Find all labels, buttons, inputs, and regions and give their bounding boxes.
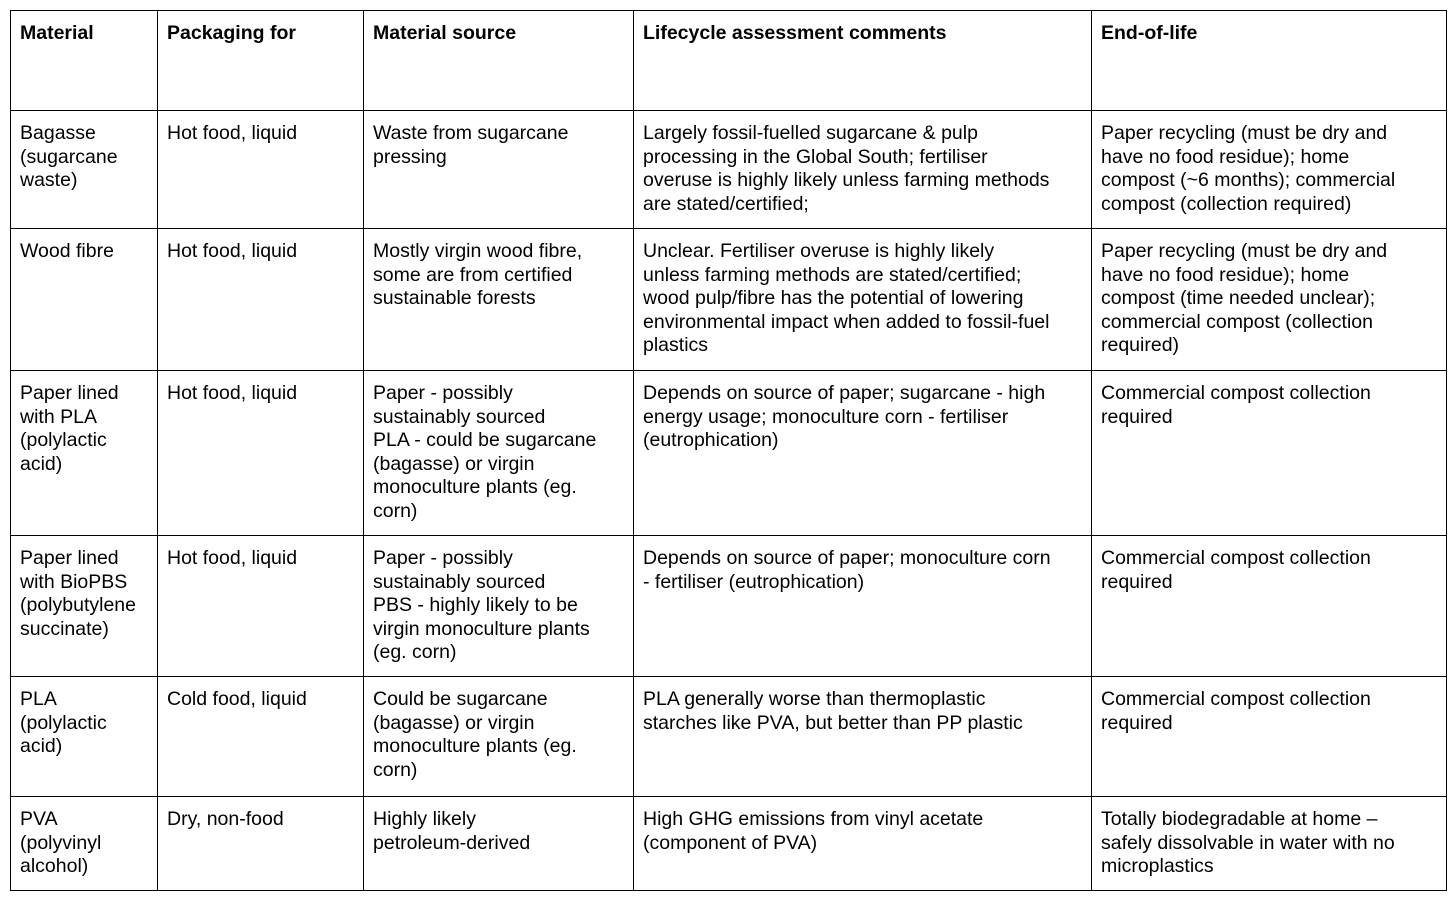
cell-material-source: Paper - possibly sustainably sourced PBS - highly likely to be virgin monoculture plants (eg. corn) [364,536,634,677]
cell-packaging-for: Cold food, liquid [158,677,364,797]
cell-end-of-life: Totally biodegradable at home – safely dissolvable in water with no microplastics [1092,797,1447,891]
cell-end-of-life: Commercial compost collection required [1092,677,1447,797]
header-material: Material [11,11,158,111]
cell-material: Bagasse (sugarcane waste) [11,111,158,229]
header-lifecycle-comments: Lifecycle assessment comments [634,11,1092,111]
header-material-source: Material source [364,11,634,111]
cell-end-of-life: Commercial compost collection required [1092,536,1447,677]
cell-material-source: Could be sugarcane (bagasse) or virgin monoculture plants (eg. corn) [364,677,634,797]
cell-lifecycle-comments: Unclear. Fertiliser overuse is highly likely unless farming methods are stated/certified; wood pulp/fibre has the potential of lowering environmental impact when added to fossil-fuel plastics [634,229,1092,371]
cell-lifecycle-comments: High GHG emissions from vinyl acetate (component of PVA) [634,797,1092,891]
materials-table [10,10,1447,891]
cell-lifecycle-comments: Depends on source of paper; sugarcane - high energy usage; monoculture corn - fertiliser (eutrophication) [634,371,1092,536]
cell-end-of-life: Paper recycling (must be dry and have no food residue); home compost (~6 months); commercial compost (collection required) [1092,111,1447,229]
cell-packaging-for: Dry, non-food [158,797,364,891]
cell-material: Wood fibre [11,229,158,371]
cell-packaging-for: Hot food, liquid [158,371,364,536]
cell-material: PVA (polyvinyl alcohol) [11,797,158,891]
table-row [11,536,1447,677]
cell-lifecycle-comments: PLA generally worse than thermoplastic starches like PVA, but better than PP plastic [634,677,1092,797]
cell-lifecycle-comments: Depends on source of paper; monoculture corn - fertiliser (eutrophication) [634,536,1092,677]
cell-packaging-for: Hot food, liquid [158,229,364,371]
table-row [11,797,1447,891]
table-row [11,371,1447,536]
table-row [11,229,1447,371]
cell-material-source: Highly likely petroleum-derived [364,797,634,891]
cell-lifecycle-comments: Largely fossil-fuelled sugarcane & pulp processing in the Global South; fertiliser overuse is highly likely unless farming methods are stated/certified; [634,111,1092,229]
cell-material-source: Paper - possibly sustainably sourced PLA - could be sugarcane (bagasse) or virgin monoculture plants (eg. corn) [364,371,634,536]
cell-packaging-for: Hot food, liquid [158,111,364,229]
table-row [11,111,1447,229]
cell-material: Paper lined with BioPBS (polybutylene succinate) [11,536,158,677]
cell-material-source: Mostly virgin wood fibre, some are from certified sustainable forests [364,229,634,371]
cell-material-source: Waste from sugarcane pressing [364,111,634,229]
cell-packaging-for: Hot food, liquid [158,536,364,677]
cell-end-of-life: Commercial compost collection required [1092,371,1447,536]
header-packaging-for: Packaging for [158,11,364,111]
table-header-row [11,11,1447,111]
cell-material: Paper lined with PLA (polylactic acid) [11,371,158,536]
header-end-of-life: End-of-life [1092,11,1447,111]
table-row [11,677,1447,797]
cell-end-of-life: Paper recycling (must be dry and have no food residue); home compost (time needed unclear); commercial compost (collection required) [1092,229,1447,371]
cell-material: PLA (polylactic acid) [11,677,158,797]
